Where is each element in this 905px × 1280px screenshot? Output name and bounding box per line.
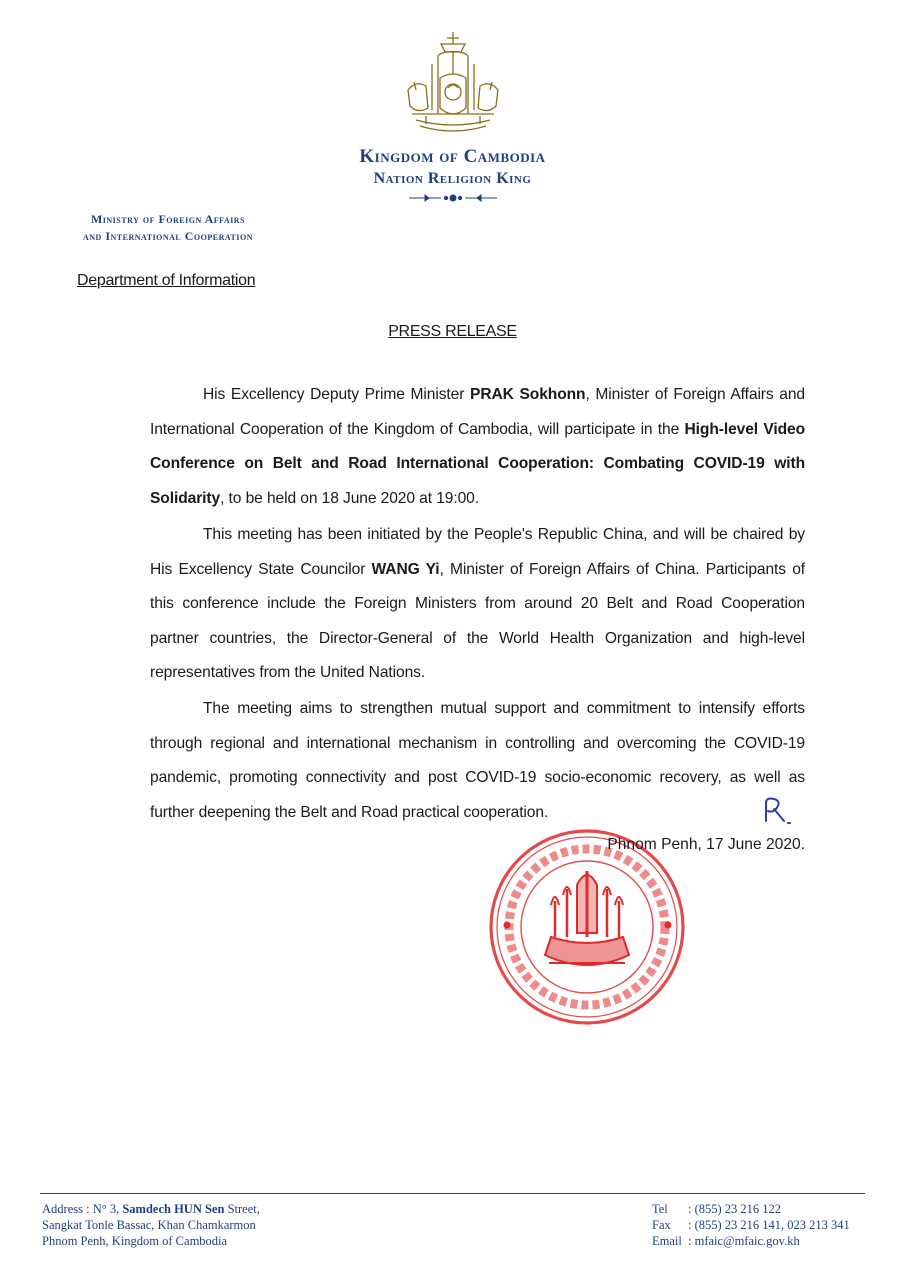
- place-and-date: Phnom Penh, 17 June 2020.: [607, 836, 805, 853]
- ministry-name-line-2: and International Cooperation: [83, 229, 253, 243]
- chair-name: WANG Yi: [371, 560, 440, 578]
- handwritten-initial-mark: [760, 795, 794, 827]
- paragraph-3: The meeting aims to strengthen mutual support and commitment to intensify efforts through regional and international mechanism in controlling and overcoming the COVID-19 pandemic, promoting connectivity and post COVID-19 socio-economic recovery, as well as further deepening the Belt and Road practical cooperation.: [150, 700, 805, 821]
- telephone: Tel : (855) 23 216 122: [652, 1202, 782, 1216]
- royal-coat-of-arms-emblem: [398, 30, 508, 140]
- national-motto: Nation Religion King: [373, 170, 532, 187]
- email: Email : mfaic@mfaic.gov.kh: [652, 1234, 800, 1248]
- minister-name: PRAK Sokhonn: [470, 386, 586, 403]
- paragraph-1: His Excellency Deputy Prime Minister PRAK Sokhonn, Minister of Foreign Affairs and International Cooperation of the Kingdom of Cambodia, will participate in the High-level Video Conference on Belt and Road International Cooperation: Combating COVID-19 with Solidarity, to be held on 18 June 2020 at 19:00.: [150, 386, 805, 507]
- footer-address: Address : N° 3, Samdech HUN Sen Street, Sangkat Tonle Bassac, Khan Chamkarmon Phnom Penh, Kingdom of Cambodia: [42, 1202, 260, 1248]
- official-ministry-seal-stamp: [485, 825, 690, 1030]
- ministry-name-line-1: Ministry of Foreign Affairs: [90, 212, 246, 226]
- kingdom-heading: Kingdom of Cambodia: [359, 146, 546, 167]
- document-title: PRESS RELEASE: [388, 323, 517, 340]
- footer-contact: [652, 1201, 850, 1249]
- fax: Fax : (855) 23 216 141, 023 213 341: [652, 1218, 850, 1232]
- conference-name: High-level Video Conference on Belt and Road International Cooperation: Combating COVID-19 with Solidarity: [150, 420, 805, 507]
- footer-divider: [40, 1193, 865, 1194]
- ornamental-divider-icon: [405, 192, 501, 204]
- paragraph-2: This meeting has been initiated by the People's Republic China, and will be chaired by His Excellency State Councilor WANG Yi, Minister of Foreign Affairs of China. Participants of this conference include the Foreign Ministers from around 20 Belt and Road Cooperation partner countries, the Director-General of the World Health Organization and high-level representatives from the United Nations.: [150, 526, 806, 681]
- department-name: Department of Information: [77, 272, 256, 289]
